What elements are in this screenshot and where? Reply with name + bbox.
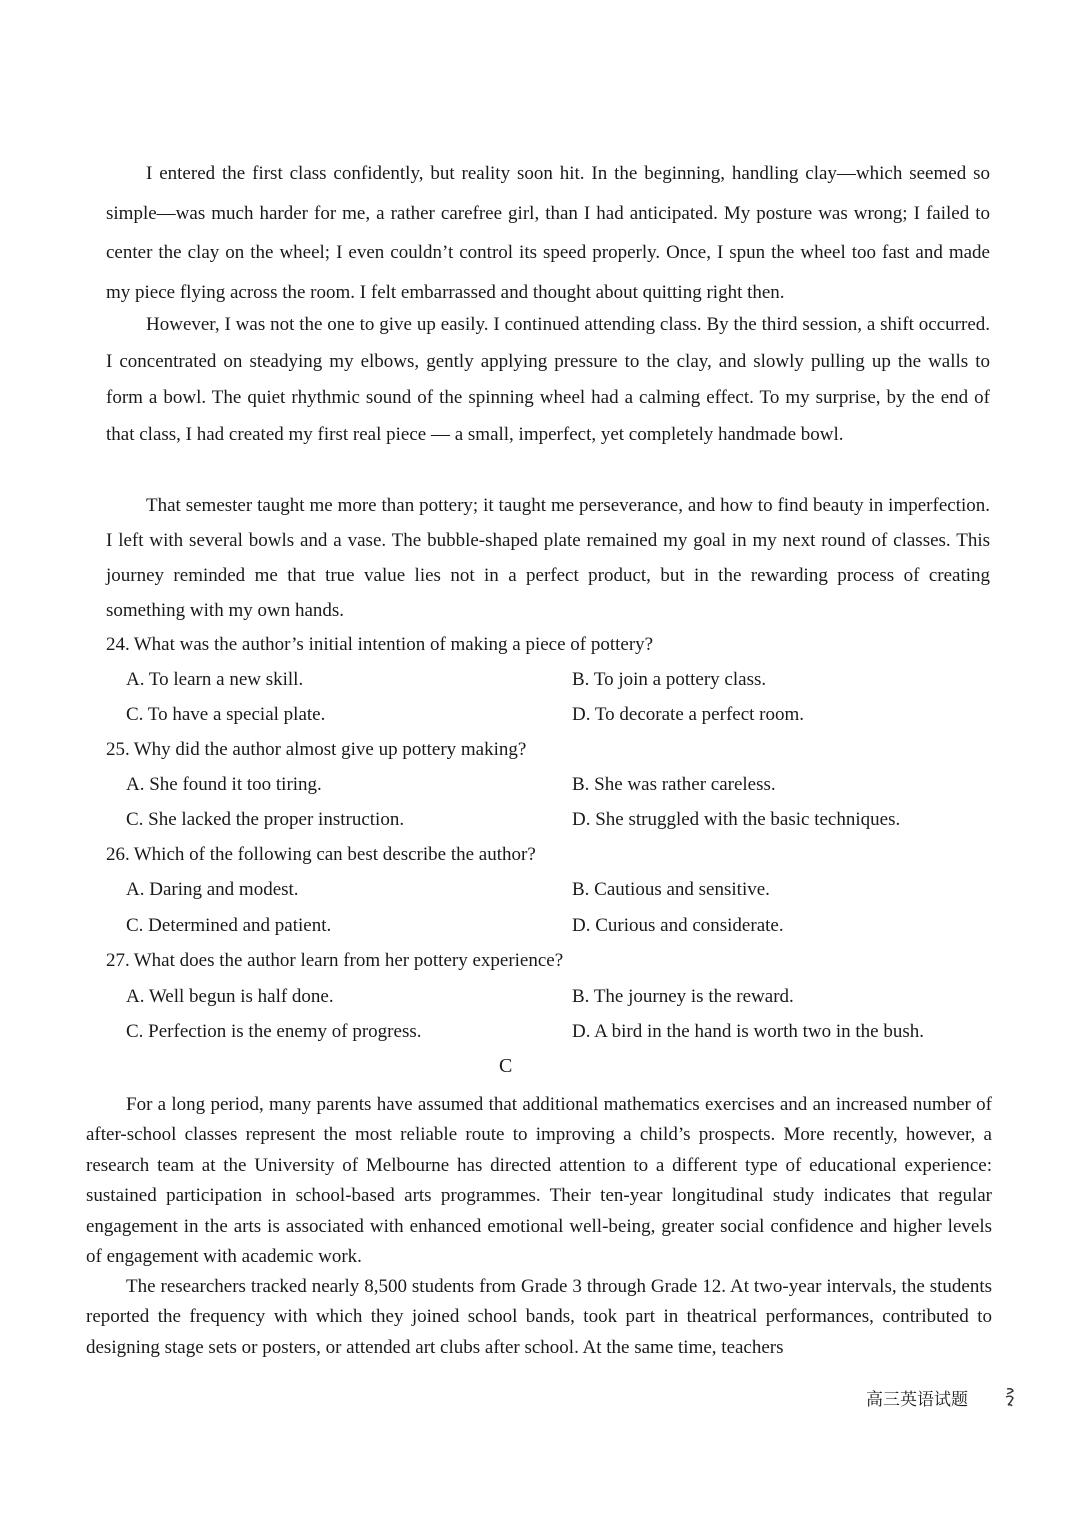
question-text: What does the author learn from her pottery experience? [133, 950, 564, 971]
question-26 [106, 843, 536, 867]
question-text: What was the author’s initial intention of making a piece of pottery? [133, 634, 654, 655]
question-text: Which of the following can best describe the author? [133, 844, 536, 865]
question-24 [106, 633, 653, 657]
q25-option-d: D. She struggled with the basic techniques. [572, 809, 901, 830]
q24-option-d: D. To decorate a perfect room. [572, 704, 805, 725]
question-text: Why did the author almost give up pottery making? [133, 739, 527, 760]
q26-option-a: A. Daring and modest. [126, 879, 299, 900]
q26-option-b: B. Cautious and sensitive. [572, 879, 770, 900]
question-number: 26. [106, 844, 130, 865]
section-c-heading: C [499, 1055, 513, 1077]
question-number: 25. [106, 739, 130, 760]
passage-b-paragraph-2: However, I was not the one to give up easily. I continued attending class. By the third session, a shift occurred. I concentrated on steadying my elbows, gently applying pressure to the clay, and slowly pulling up the walls to form a bowl. The quiet rhythmic sound of the spinning wheel had a calming effect. To my surprise, by the end of that class, I had created my first real piece — a small, imperfect, yet completely handmade bowl. [106, 314, 990, 445]
handwritten-page-mark-icon [1004, 1386, 1016, 1408]
passage-b-paragraph-3: That semester taught me more than pottery; it taught me perseverance, and how to find beauty in imperfection. I left with several bowls and a vase. The bubble-shaped plate remained my goal in my next round of classes. This journey reminded me that true value lies not in a perfect product, but in the rewarding process of creating something with my own hands. [106, 495, 990, 621]
question-27 [106, 949, 563, 973]
q27-option-d: D. A bird in the hand is worth two in the bush. [572, 1021, 925, 1042]
passage-b-paragraph-1: I entered the first class confidently, but reality soon hit. In the beginning, handling clay—which seemed so simple—was much harder for me, a rather carefree girl, than I had anticipated. My posture was wrong; I failed to center the clay on the wheel; I even couldn’t control its speed properly. Once, I spun the wheel too fast and made my piece flying across the room. I felt embarrassed and thought about quitting right then. [106, 163, 990, 303]
q25-option-c: C. She lacked the proper instruction. [126, 809, 405, 830]
question-number: 27. [106, 950, 130, 971]
q26-option-c: C. Determined and patient. [126, 915, 332, 936]
q27-option-a: A. Well begun is half done. [126, 986, 334, 1007]
passage-c-paragraph-1: For a long period, many parents have assumed that additional mathematics exercises and an increased number of after-school classes represent the most reliable route to improving a child’s prospects. More recently, however, a research team at the University of Melbourne has directed attention to a different type of educational experience: sustained participation in school-based arts programmes. Their ten-year longitudinal study indicates that regular engagement in the arts is associated with enhanced emotional well-being, greater social confidence and higher levels of engagement with academic work. [86, 1094, 992, 1268]
q26-option-d: D. Curious and considerate. [572, 915, 784, 936]
footer-exam-title: 高三英语试题 [866, 1390, 968, 1410]
q27-option-b: B. The journey is the reward. [572, 986, 794, 1007]
q27-option-c: C. Perfection is the enemy of progress. [126, 1021, 422, 1042]
question-number: 24. [106, 634, 130, 655]
q24-option-b: B. To join a pottery class. [572, 669, 767, 690]
q25-option-a: A. She found it too tiring. [126, 774, 322, 795]
q25-option-b: B. She was rather careless. [572, 774, 776, 795]
question-25 [106, 738, 526, 762]
q24-option-a: A. To learn a new skill. [126, 669, 304, 690]
q24-option-c: C. To have a special plate. [126, 704, 326, 725]
passage-c-paragraph-2: The researchers tracked nearly 8,500 students from Grade 3 through Grade 12. At two-year intervals, the students reported the frequency with which they joined school bands, took part in theatrical performances, contributed to designing stage sets or posters, or attended art clubs after school. At the same time, teachers [86, 1276, 992, 1358]
